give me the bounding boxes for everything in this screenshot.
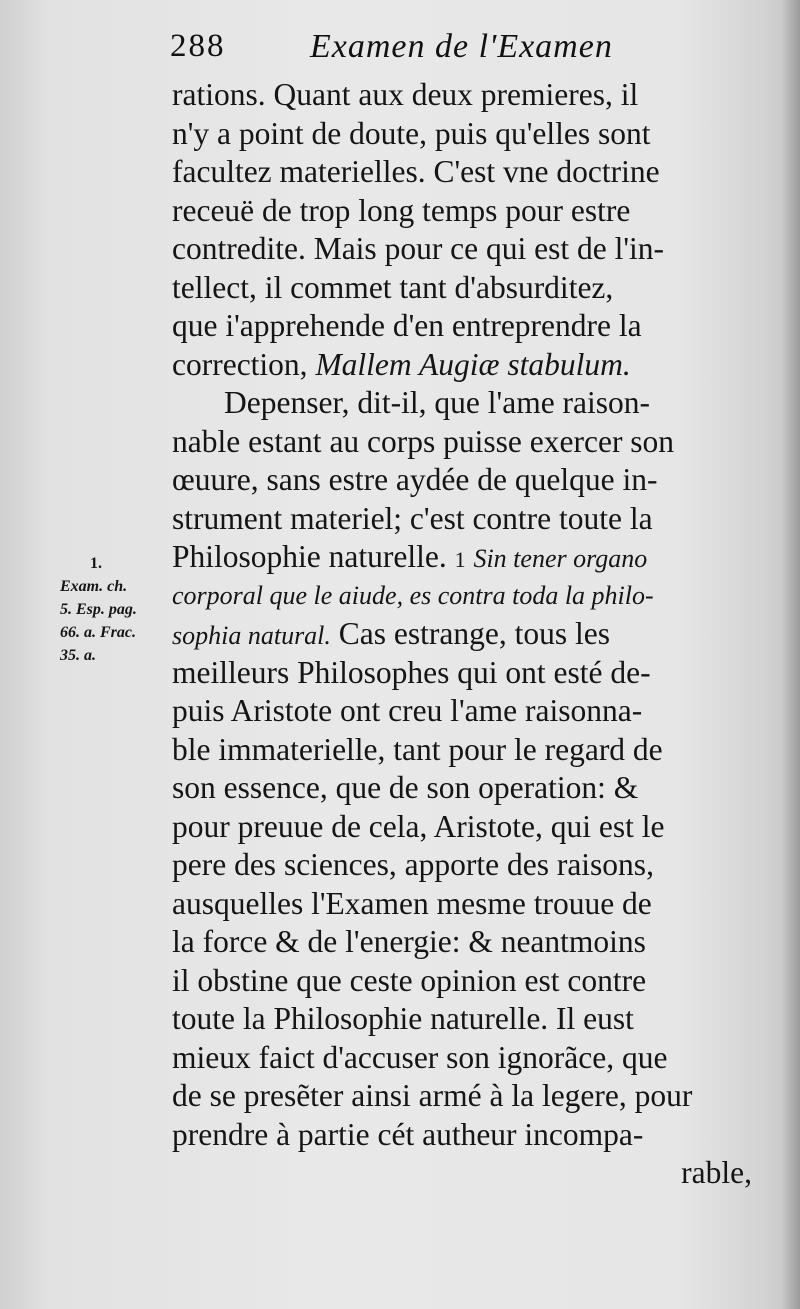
text-line: la force & de l'energie: & neantmoins [172,924,646,959]
text-line: prendre à partie cét autheur incompa- [172,1116,644,1152]
text-line: toute la Philosophie naturelle. Il eust [172,1001,634,1036]
text-line: n'y a point de doute, puis qu'elles sont [172,115,651,151]
text-line: œuure, sans estre aydée de quelque in- [172,462,658,497]
text-line: il obstine que ceste opinion est contre [172,962,647,998]
text-line: receuë de trop long temps pour estre [172,192,631,228]
text-line: rations. Quant aux deux premieres, il [172,77,639,112]
text-line: Depenser, dit-il, que l'ame raison- [224,385,651,420]
running-head: Examen de l'Examen [310,28,613,65]
body-text [172,76,752,1193]
text-line: nable estant au corps puisse exercer son [172,423,675,459]
text-line: ausquelles l'Examen mesme trouue de [172,885,652,921]
text-line [172,615,752,654]
text-line: pour preuue de cela, Aristote, qui est le [172,808,665,844]
text-line: tellect, il commet tant d'absurditez, [172,269,614,305]
text-line: strument materiel; c'est contre toute la [172,500,653,536]
spanish-quote: Sin tener organo [473,544,648,573]
footnote-marker: 1 [454,547,466,572]
text-line [172,538,752,577]
margin-note-line: 5. Esp. pag. [60,601,137,618]
spanish-quote-end: sophia natural. [172,621,331,650]
text-line: puis Aristote ont creu l'ame raisonna- [172,693,643,728]
text-line: ble immaterielle, tant pour le regard de [172,731,663,767]
text-line: pere des sciences, apporte des raisons, [172,847,654,882]
text-line: facultez materielles. C'est vne doctrine [172,154,660,189]
text-line: meilleurs Philosophes qui ont esté de- [172,654,651,690]
margin-note-line: 66. a. Frac. [60,624,136,641]
text-line: corporal que le aiude, es contra toda la philo- [172,580,654,610]
text-line: mieux faict d'accuser son ignorãce, que [172,1039,668,1075]
margin-note-line: 35. a. [60,647,96,664]
margin-note [60,552,176,667]
text-line: de se presẽter ainsi armé à la legere, pour [172,1078,693,1113]
text-line [172,346,752,385]
text-line: son essence, que de son operation: & [172,770,639,805]
text-line: contredite. Mais pour ce qui est de l'in- [172,231,665,266]
catchword-line: rable, [681,1155,752,1190]
text-fragment: Philosophie naturelle. [172,539,447,574]
latin-quote: Mallem Augiæ stabulum. [315,346,631,382]
text-fragment: correction, [172,346,308,382]
page-number: 288 [170,28,226,64]
text-fragment: Cas estrange, tous les [338,616,610,651]
margin-note-line: 1. [90,555,102,572]
page-header [170,28,730,78]
page-edge-shadow [782,0,800,1309]
text-line: que i'apprehende d'en entreprendre la [172,308,642,343]
margin-note-line: Exam. ch. [60,578,128,595]
